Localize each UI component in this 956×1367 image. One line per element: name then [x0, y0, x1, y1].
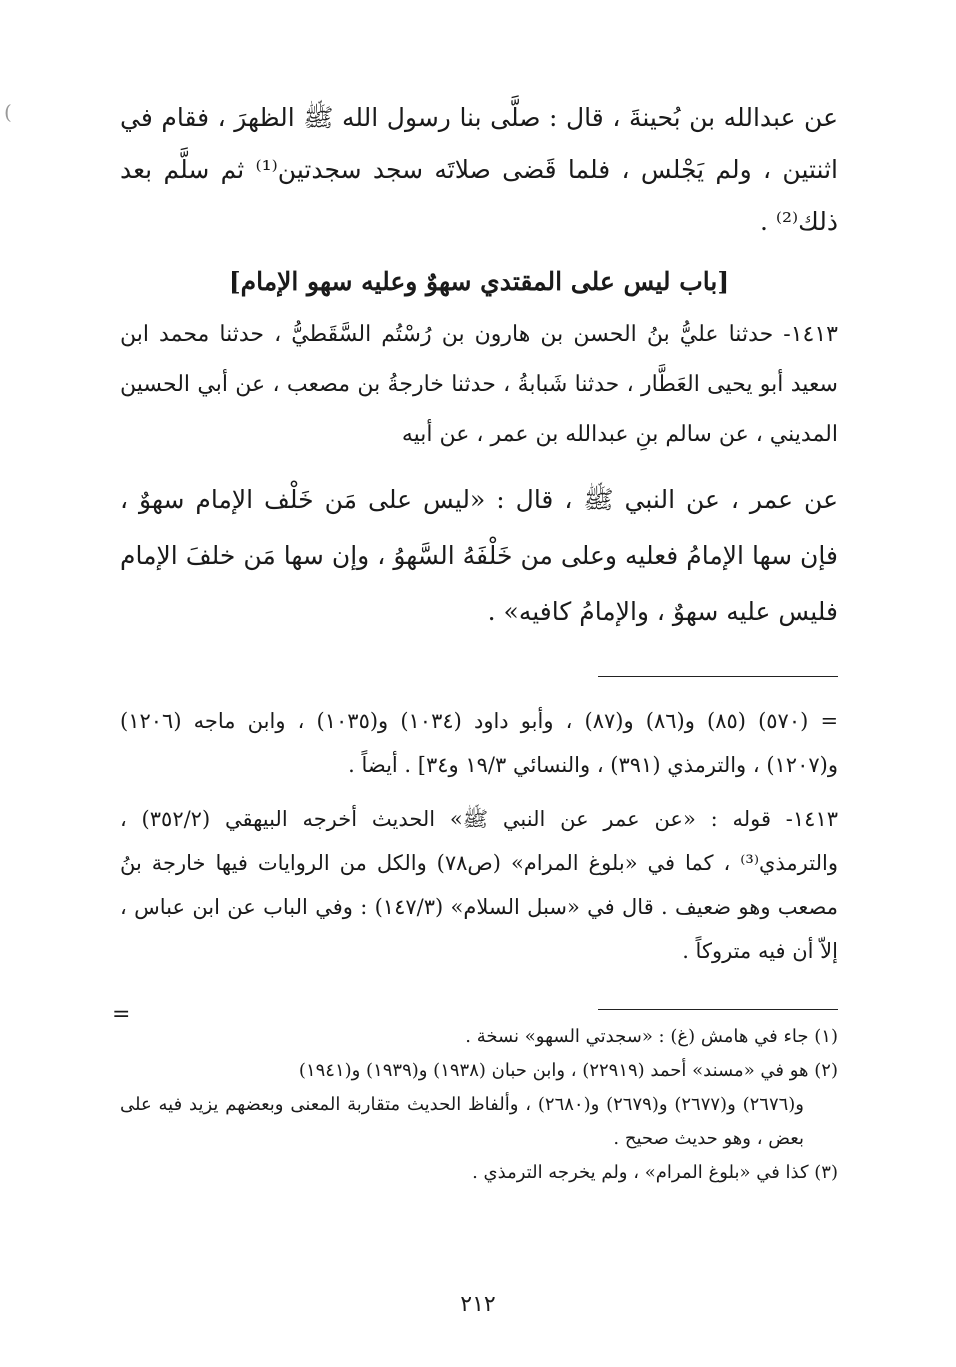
hadith-text: عن عمر ، عن النبي ﷺ ، قال : «ليس على مَن خَلْف الإمام سهوٌ ، فإن سها الإمامُ فعليه وعلى من خَلْفَهُ السَّهوُ ، وإن سها مَن خلفَ الإمام فليس عليه سهوٌ ، والإمامُ كافيه» .: [120, 485, 838, 626]
footnote-1: (١) جاء في هامش (غ) : «سجدتي السهو» نسخة .: [465, 1026, 838, 1047]
commentary-note-1413: ١٤١٣- قوله : «عن عمر عن النبي ﷺ» الحديث أخرجه البيهقي (٣٥٢/٢) ، والترمذي⁽³⁾ ، كما في «بلوغ المرام» (ص٧٨) والكل من الروايات فيها خارجة بنُ مصعب وهو ضعيف . قال في «سبل السلام» (١٤٧/٣) : وفي الباب عن ابن عباس ، إلاّ أن فيه متروكاً .: [120, 807, 839, 963]
page-number: ٢١٢: [460, 1292, 496, 1317]
margin-bracket-mark: (: [4, 100, 12, 124]
commentary-separator: [598, 676, 838, 677]
hadith-chain-of-narration: ١٤١٣- حدثنا عليُّ بنُ الحسن بن هارون بن رُسْتُم السَّقَطيُّ ، حدثنا محمد ابن سعيد أبو يحيى العَطَّار ، حدثنا شَبابةُ ، حدثنا خارجةُ بن مصعب ، عن أبي الحسين المديني ، عن سالم بنِ عبدالله بن عمر ، عن أبيه: [120, 322, 838, 447]
commentary-note-continued: = (٥٧٠) (٨٥) و(٨٦) و(٨٧) ، وأبو داود (١٠٣٤) و(١٠٣٥) ، وابن ماجه (١٢٠٦) و(١٢٠٧) ، والترمذي (٣٩١) ، والنسائي ١٩/٣ و٣٤] . أيضاً .: [120, 709, 839, 777]
footnote-2: (٢) هو في «مسند» أحمد (٢٢٩١٩) ، وابن حبان (١٩٣٨) و(١٩٣٩) و(١٩٤١): [298, 1060, 838, 1081]
footnote-3: (٣) كذا في «بلوغ المرام» ، ولم يخرجه الترمذي .: [472, 1162, 838, 1183]
chapter-title: [باب ليس على المقتدي سهوٌ وعليه سهو الإمام]: [228, 267, 730, 296]
hadith-paragraph: عن عبدالله بن بُحينةَ ، قال : صلَّى بنا رسول الله ﷺ الظهرَ ، فقام في اثنتين ، ولم يَجْلس ، فلما قَضى صلاتَه سجد سجدتين⁽¹⁾ ثم سلَّم بعد ذلك⁽²⁾ .: [120, 103, 838, 236]
page-body: [120, 92, 838, 1190]
continuation-mark: =: [112, 1002, 131, 1027]
footnote-2-continued: و(٢٦٧٦) و(٢٦٧٧) و(٢٦٧٩) و(٢٦٨٠) ، وألفاظ الحديث متقاربة المعنى وبعضهم يزيد فيه على بعض ، وهو حديث صحيح .: [120, 1094, 804, 1149]
footnote-separator: [598, 1009, 838, 1010]
